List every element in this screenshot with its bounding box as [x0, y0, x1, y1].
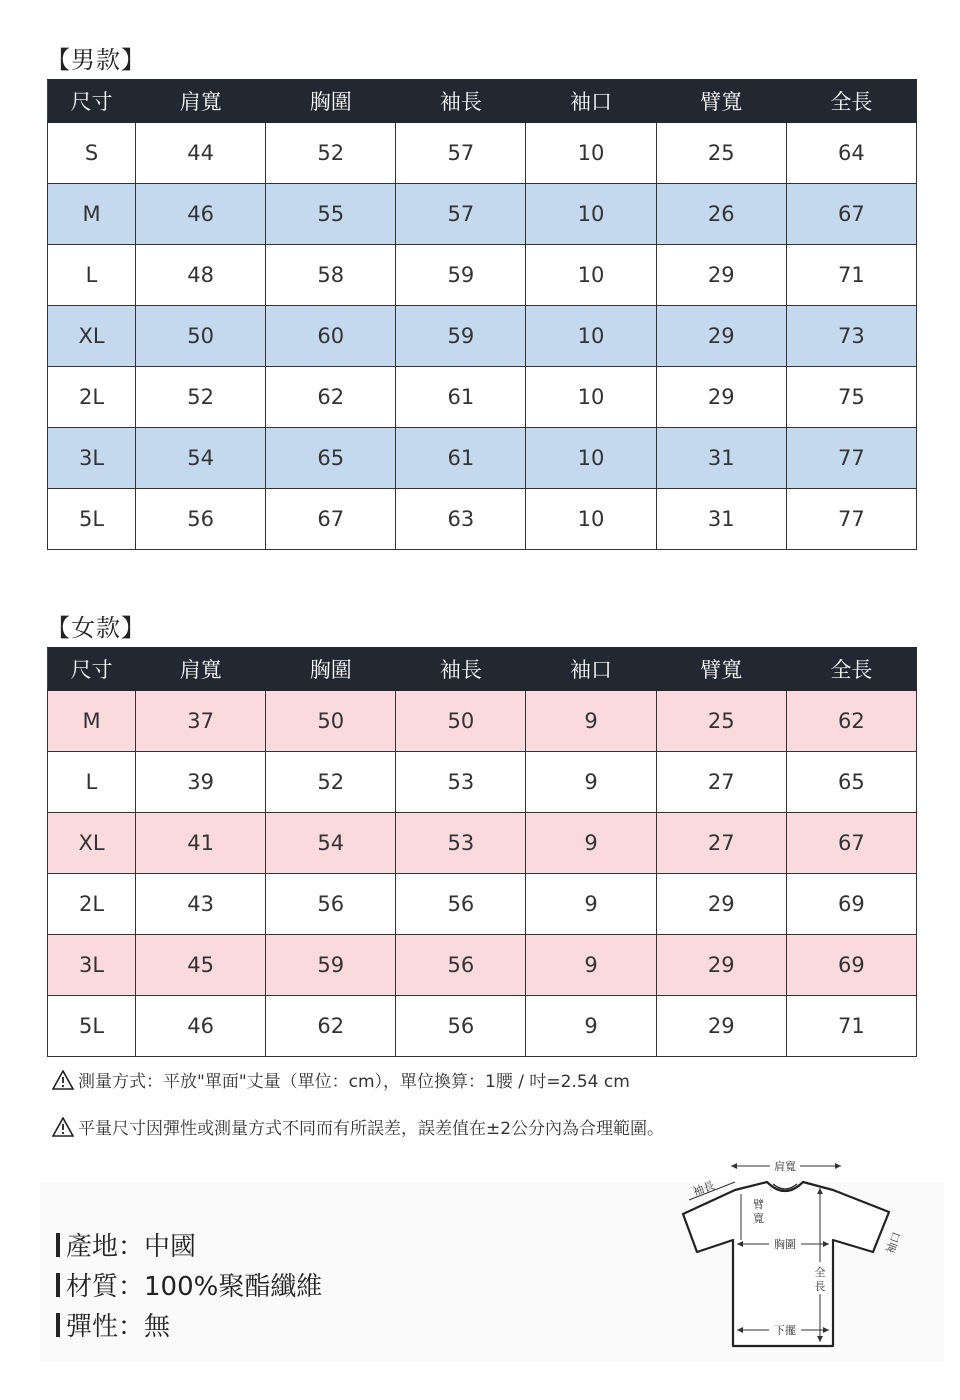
table-cell: 26: [656, 184, 786, 245]
table-cell: 64: [786, 123, 916, 184]
header-cuff: 袖口: [526, 648, 656, 691]
table-cell: 61: [396, 367, 526, 428]
table-cell: 39: [136, 752, 266, 813]
table-cell: 44: [136, 123, 266, 184]
table-row: [48, 752, 917, 813]
table-cell: 10: [526, 367, 656, 428]
table-cell: 29: [656, 306, 786, 367]
table-cell: 9: [526, 813, 656, 874]
label-arm-width-2: 寬: [753, 1212, 764, 1225]
measure-note-text: 測量方式：平放"單面"丈量（單位：cm），單位換算：1腰 / 吋=2.54 cm: [78, 1072, 630, 1092]
table-cell: 37: [136, 691, 266, 752]
table-cell: 77: [786, 489, 916, 550]
tshirt-diagram: [675, 1152, 915, 1352]
size-cell: XL: [48, 306, 136, 367]
table-cell: 25: [656, 691, 786, 752]
table-cell: 9: [526, 752, 656, 813]
size-cell: L: [48, 245, 136, 306]
table-cell: 69: [786, 935, 916, 996]
size-cell: S: [48, 123, 136, 184]
bullet-bar: [56, 1273, 60, 1297]
tolerance-note: [52, 1114, 664, 1139]
women-section-title: 【女款】: [46, 614, 146, 642]
table-cell: 10: [526, 184, 656, 245]
table-cell: 41: [136, 813, 266, 874]
table-cell: 50: [266, 691, 396, 752]
header-length: 全長: [786, 648, 916, 691]
table-cell: 57: [396, 184, 526, 245]
table-row: [48, 245, 917, 306]
spec-origin-text: 產地：中國: [66, 1232, 197, 1262]
label-sleeve-length: 袖長: [691, 1178, 717, 1199]
header-sleeve-length: 袖長: [396, 80, 526, 123]
table-cell: 77: [786, 428, 916, 489]
table-cell: 29: [656, 367, 786, 428]
header-shoulder: 肩寬: [136, 648, 266, 691]
table-cell: 10: [526, 428, 656, 489]
table-cell: 56: [266, 874, 396, 935]
header-arm-width: 臂寬: [656, 80, 786, 123]
size-cell: 2L: [48, 874, 136, 935]
table-cell: 56: [396, 935, 526, 996]
label-length-1: 全: [814, 1266, 826, 1279]
table-cell: 62: [786, 691, 916, 752]
size-cell: 5L: [48, 489, 136, 550]
table-cell: 60: [266, 306, 396, 367]
table-cell: 10: [526, 245, 656, 306]
table-cell: 52: [136, 367, 266, 428]
table-cell: 9: [526, 996, 656, 1057]
table-cell: 75: [786, 367, 916, 428]
table-cell: 54: [266, 813, 396, 874]
table-cell: 62: [266, 996, 396, 1057]
size-cell: XL: [48, 813, 136, 874]
size-cell: M: [48, 691, 136, 752]
table-cell: 46: [136, 996, 266, 1057]
label-length-2: 長: [814, 1280, 826, 1293]
table-cell: 58: [266, 245, 396, 306]
table-row: [48, 428, 917, 489]
table-cell: 56: [396, 996, 526, 1057]
table-row: [48, 691, 917, 752]
table-cell: 45: [136, 935, 266, 996]
table-cell: 59: [266, 935, 396, 996]
table-cell: 53: [396, 752, 526, 813]
table-cell: 50: [396, 691, 526, 752]
table-cell: 9: [526, 935, 656, 996]
header-sleeve-length: 袖長: [396, 648, 526, 691]
label-cuff: 袖口: [883, 1230, 904, 1256]
tshirt-outline: [683, 1182, 889, 1346]
table-cell: 55: [266, 184, 396, 245]
table-row: [48, 996, 917, 1057]
table-cell: 67: [266, 489, 396, 550]
table-row: [48, 184, 917, 245]
table-cell: 65: [266, 428, 396, 489]
table-cell: 29: [656, 935, 786, 996]
header-chest: 胸圍: [266, 648, 396, 691]
table-cell: 31: [656, 489, 786, 550]
table-row: [48, 935, 917, 996]
spec-elasticity-text: 彈性：無: [66, 1312, 171, 1342]
header-arm-width: 臂寬: [656, 648, 786, 691]
header-shoulder: 肩寬: [136, 80, 266, 123]
men-section-title: 【男款】: [46, 46, 146, 74]
size-cell: 2L: [48, 367, 136, 428]
spec-origin: [56, 1226, 196, 1263]
table-cell: 63: [396, 489, 526, 550]
spec-material: [56, 1266, 322, 1303]
table-cell: 29: [656, 874, 786, 935]
table-row: [48, 813, 917, 874]
table-cell: 27: [656, 813, 786, 874]
table-cell: 50: [136, 306, 266, 367]
women-size-table: [47, 647, 917, 1057]
table-cell: 43: [136, 874, 266, 935]
size-cell: L: [48, 752, 136, 813]
header-chest: 胸圍: [266, 80, 396, 123]
table-cell: 59: [396, 245, 526, 306]
table-cell: 61: [396, 428, 526, 489]
table-cell: 52: [266, 123, 396, 184]
table-cell: 46: [136, 184, 266, 245]
table-row: [48, 367, 917, 428]
size-cell: M: [48, 184, 136, 245]
table-cell: 54: [136, 428, 266, 489]
table-cell: 10: [526, 489, 656, 550]
label-shoulder: 肩寬: [774, 1160, 796, 1173]
size-cell: 5L: [48, 996, 136, 1057]
table-cell: 67: [786, 184, 916, 245]
bullet-bar: [56, 1233, 60, 1257]
header-length: 全長: [786, 80, 916, 123]
table-cell: 59: [396, 306, 526, 367]
table-cell: 73: [786, 306, 916, 367]
table-cell: 53: [396, 813, 526, 874]
table-row: [48, 489, 917, 550]
size-cell: 3L: [48, 935, 136, 996]
table-cell: 31: [656, 428, 786, 489]
table-cell: 9: [526, 691, 656, 752]
table-cell: 71: [786, 245, 916, 306]
table-cell: 29: [656, 245, 786, 306]
women-header-row: [48, 648, 917, 691]
table-cell: 10: [526, 123, 656, 184]
table-cell: 56: [136, 489, 266, 550]
table-row: [48, 306, 917, 367]
warning-icon: [52, 1070, 74, 1090]
label-chest: 胸圍: [774, 1238, 796, 1251]
bullet-bar: [56, 1313, 60, 1337]
table-cell: 9: [526, 874, 656, 935]
men-header-row: [48, 80, 917, 123]
table-cell: 71: [786, 996, 916, 1057]
table-cell: 65: [786, 752, 916, 813]
table-cell: 10: [526, 306, 656, 367]
table-cell: 27: [656, 752, 786, 813]
table-cell: 67: [786, 813, 916, 874]
table-cell: 69: [786, 874, 916, 935]
label-arm-width-1: 臂: [753, 1198, 764, 1211]
table-cell: 25: [656, 123, 786, 184]
header-size: 尺寸: [48, 80, 136, 123]
table-cell: 57: [396, 123, 526, 184]
table-cell: 52: [266, 752, 396, 813]
table-cell: 62: [266, 367, 396, 428]
header-size: 尺寸: [48, 648, 136, 691]
size-cell: 3L: [48, 428, 136, 489]
table-row: [48, 874, 917, 935]
table-cell: 29: [656, 996, 786, 1057]
measure-note: [52, 1067, 630, 1092]
table-cell: 48: [136, 245, 266, 306]
table-cell: 56: [396, 874, 526, 935]
warning-icon: [52, 1117, 74, 1137]
spec-material-text: 材質：100%聚酯纖維: [66, 1272, 323, 1302]
spec-elasticity: [56, 1306, 170, 1343]
men-size-table: [47, 79, 917, 550]
label-hem: 下擺: [774, 1324, 796, 1337]
header-cuff: 袖口: [526, 80, 656, 123]
table-row: [48, 123, 917, 184]
tolerance-note-text: 平量尺寸因彈性或測量方式不同而有所誤差，誤差值在±2公分內為合理範圍。: [78, 1119, 665, 1139]
